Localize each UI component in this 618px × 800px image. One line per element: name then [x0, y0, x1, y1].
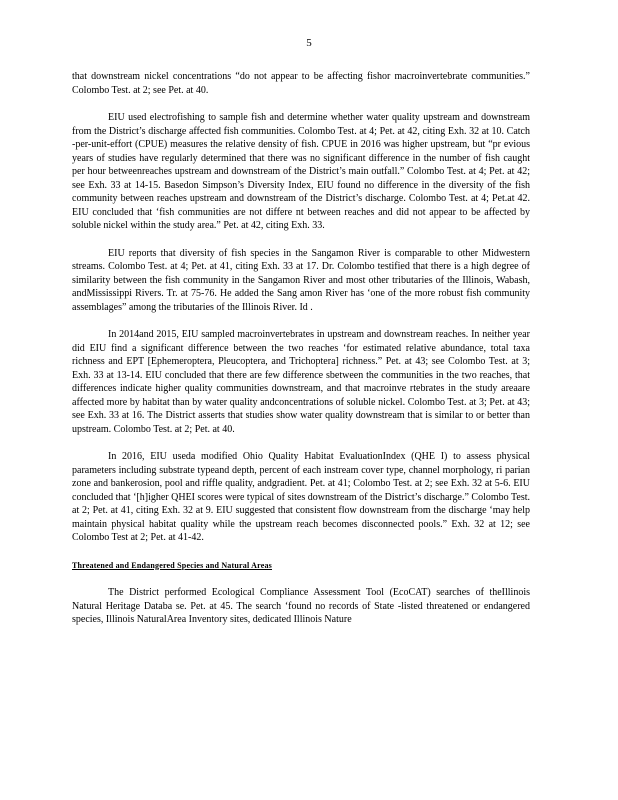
paragraph-electrofishing: EIU used electrofishing to sample fish and determine whether water quality upstream and downstream from the District’s discharge affected fish communities. Colombo Test. at 4; Pet. at 42, citing Exh. 32 at 10. Catch -per-unit-effort (CPUE) measures the relative density of fish. CPUE in 2016 was higher upstream, but “pr evious years of studies have regularly determined that there was no significant difference in the number of fish caught per hour betweenreaches upstream and downstream of the District’s main outfall.” Colombo Test. at 4; Pet. at 42; see Exh. 33 at 14-15. Basedon Simpson’s Diversity Index, EIU found no difference in the diversity of the fish community between reaches upstream and downstream of the District’s discharge. Colombo Test. at 4; Pet.at 42. EIU concluded that ‘fish communities are not differe nt between reaches and did not appear to be affected by soluble nickel within the study area.” Pet. at 42, citing Exh. 33.: [72, 112, 530, 231]
paragraph-fish-diversity: EIU reports that diversity of fish species in the Sangamon River is comparable to other Midwestern streams. Colombo Test. at 4; Pet. at 41, citing Exh. 33 at 17. Dr. Colombo testified that there is a high degree of similarity between the fish community in the Sangamon River and most other tributaries of the Illinois, Wabash, andMississippi Rivers. Tr. at 75-76. He added the Sang amon River has ‘one of the more robust fish community assemblages” among the tributaries of the Illinois River. Id .: [72, 247, 530, 313]
section-heading: Threatened and Endangered Species and Natural Areas: [72, 560, 273, 570]
paragraph-ecocat: The District performed Ecological Compliance Assessment Tool (EcoCAT) searches of theIllinois Natural Heritage Databa se. Pet. at 45. The search ‘found no records of State -listed threatened or endangered species, Illinois NaturalArea Inventory sites, dedicated Illinois Nature: [72, 587, 530, 625]
page-number: 5: [306, 37, 312, 49]
document-body: [72, 70, 530, 641]
paragraph-macroinvertebrates: In 2014and 2015, EIU sampled macroinvertebrates in upstream and downstream reaches. In neither year did EIU find a significant difference between the two reaches ‘for estimated relative abundance, total taxa richness and EPT [Ephemeroptera, Pleucoptera, and Trichoptera] richness.” Pet. at 43; see Colombo Test. at 3; Exh. 33 at 13-14. EIU concluded that there are few difference sbetween the communities in the two reaches, that differences indicate higher quality communities downstream, and that macroinve rtebrates in the study areaare affected more by habitat than by water quality andconcentrations of soluble nickel. Colombo Test. at 3; Pet. at 43; see Exh. 33 at 16. The District asserts that studies show water quality downstream that is similar to or better than upstream. Colombo Test. at 2; Pet. at 40.: [72, 329, 530, 435]
paragraph-habitat-index: In 2016, EIU useda modified Ohio Quality Habitat EvaluationIndex (QHE I) to assess physical parameters including substrate typeand depth, percent of each instream cover type, channel morphology, ri parian zone and bankerosion, pool and riffle quality, andgradient. Pet. at 41; Colombo Test. at 2; see Exh. 32 at 5-6. EIU concluded that ‘[h]igher QHEI scores were typical of sites downstream of the District’s discharge.” Colombo Test. at 2; Pet. at 41, citing Exh. 32 at 9. EIU suggested that consistent flow downstream from the discharge ‘may help maintain physical habitat quality while the upstream reach becomes disconnected pools.” Exh. 32 at 12; see Colombo Test at 2; Pet. at 41-42.: [72, 451, 530, 543]
paragraph-continuation: that downstream nickel concentrations “do not appear to be affecting fishor macroinvertebrate communities.” Colombo Test. at 2; see Pet. at 40.: [72, 71, 530, 96]
